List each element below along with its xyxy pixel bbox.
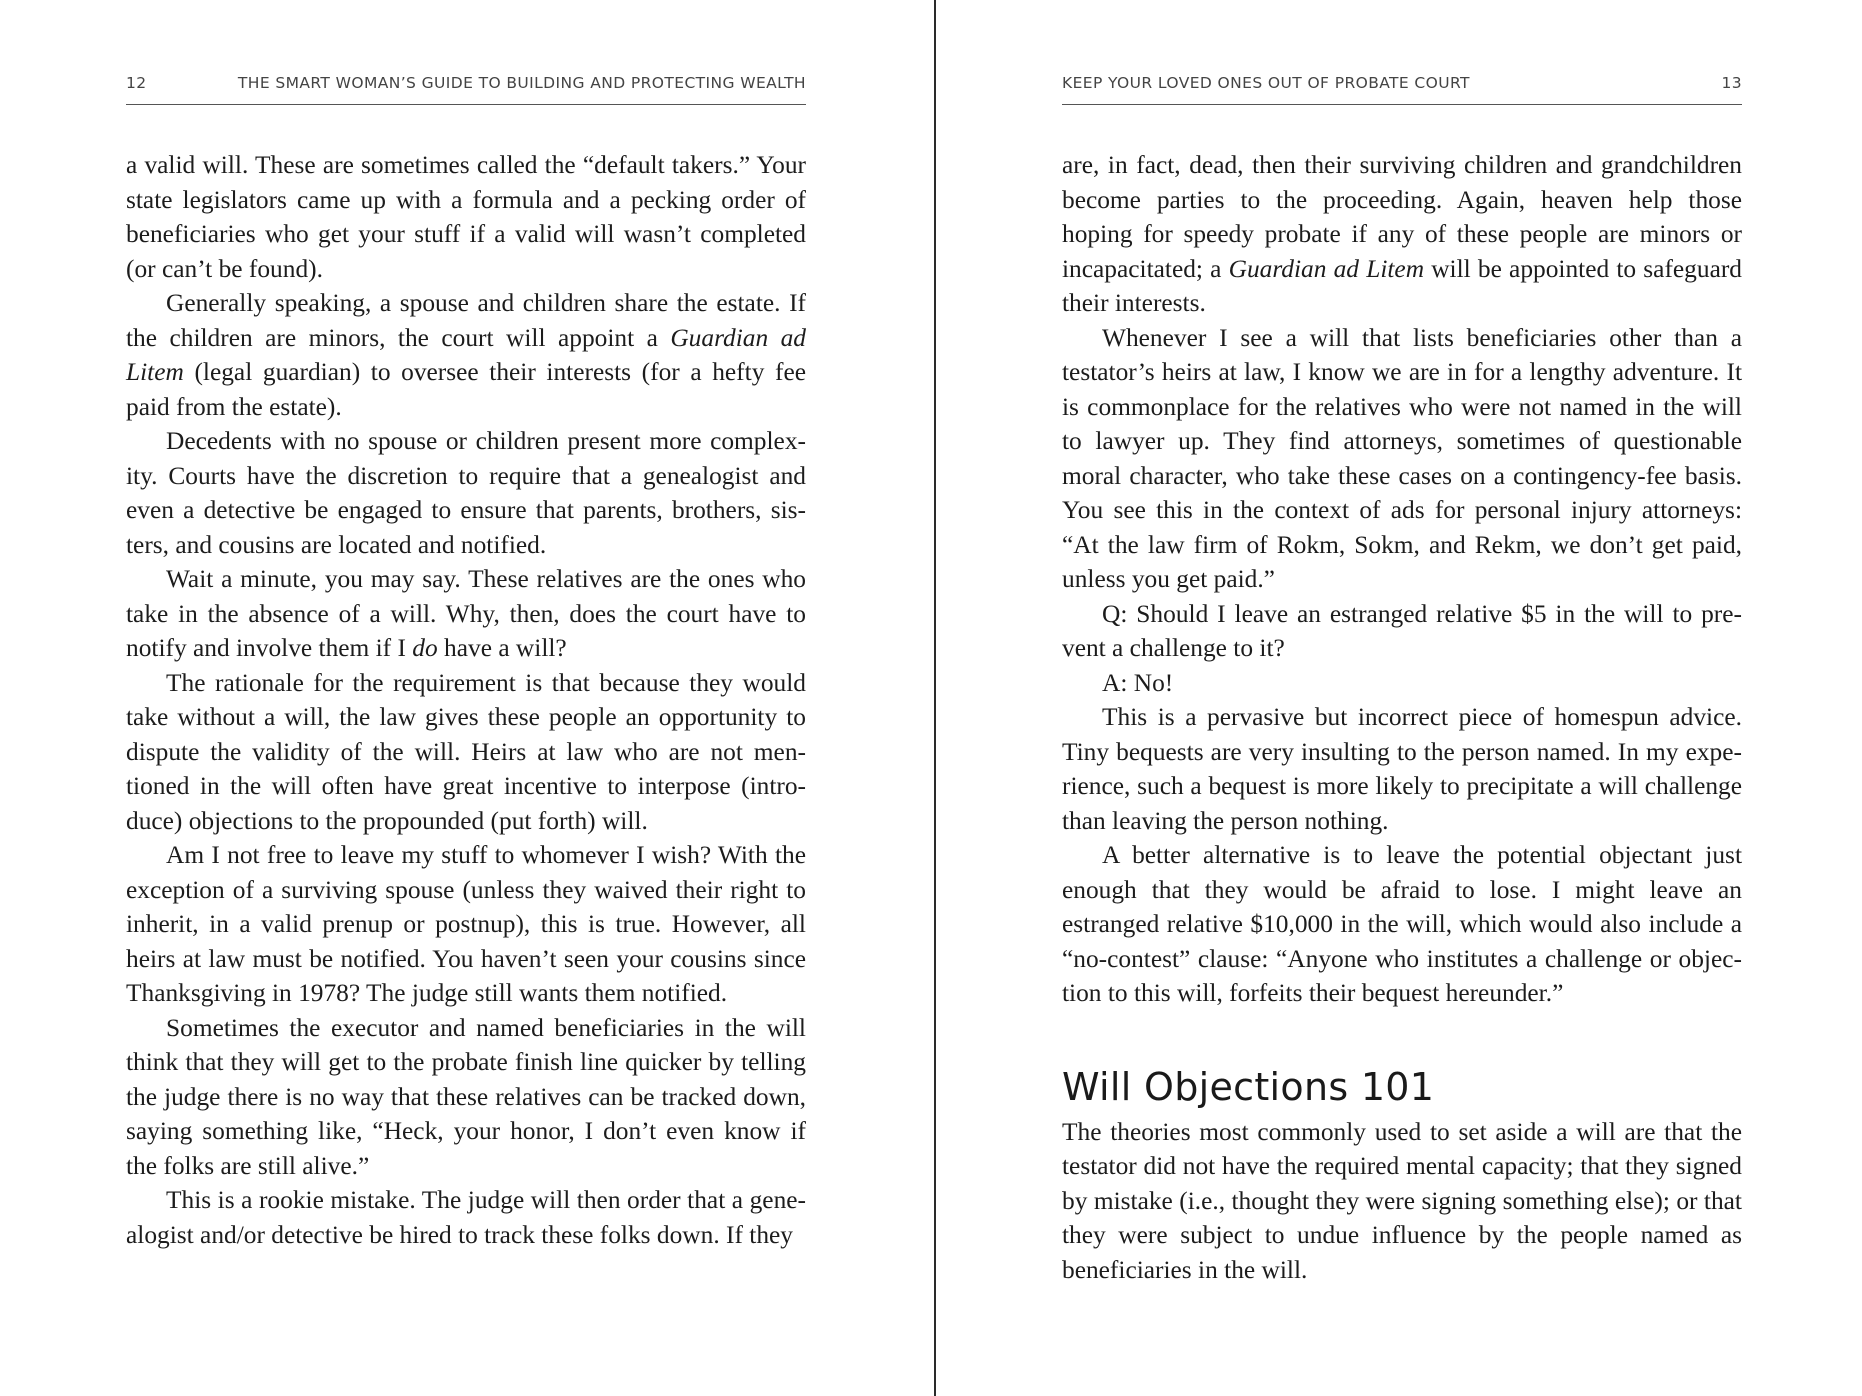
running-title: KEEP YOUR LOVED ONES OUT OF PROBATE COURT [1062,74,1470,92]
paragraph: a valid will. These are sometimes called the “default takers.” Your state legislators came up with a formula and a pecking order of beneficiaries who get your stuff if a valid will wasn’t completed (or can’t be found). [126,151,806,283]
paragraph: Am I not free to leave my stuff to whomever I wish? With the exception of a surviving spouse (unless they waived their right to inherit, in a valid prenup or postnup), this is true. However, all heirs at law must be notified. You haven’t seen your cousins since Thanksgiving in 1978? The judge still wants them notified. [126,841,806,1007]
italic-term: Guardian ad Litem [1228,254,1425,283]
body-text [126,148,806,1252]
body-text [1062,148,1742,1287]
left-page [126,0,806,1396]
paragraph: Generally speaking, a spouse and children share the estate. If the children are minors, the court will appoint a Guardian ad Litem (legal guardian) to oversee their interests (for a hefty fee paid from the estate). [126,289,807,421]
paragraph: The rationale for the requirement is that because they would take without a will, the law gives these people an opportunity to dispute the validity of the will. Heirs at law who are not mentioned in the will often have great incentive to interpose (introduce) objections to the propounded (put forth) will. [126,668,806,835]
paragraph: A: No! [1102,668,1174,697]
paragraph: A better alternative is to leave the potential objectant just enough that they would be afraid to lose. I might leave an estranged relative $10,000 in the will, which would also include a “no-contest” clause: “Anyone who institutes a challenge or objection to this will, forfeits their bequest hereunder.” [1062,841,1742,1007]
paragraph: Q: Should I leave an estranged relative $5 in the will to prevent a challenge to it? [1062,599,1742,662]
paragraph: This is a pervasive but incorrect piece of homespun advice. Tiny bequests are very insulting to the person named. In my experience, such a bequest is more likely to precipitate a will challenge than leaving the person nothing. [1062,703,1742,835]
italic-term: do [412,634,438,662]
running-head-right [1062,74,1742,105]
paragraph: The theories most commonly used to set aside a will are that the testator did not have the required mental capacity; that they signed by mistake (i.e., thought they were signing something else); or that they were subject to undue influence by the people named as beneficiaries in the will. [1062,1117,1742,1284]
page-number: 12 [126,74,147,92]
page-gutter [934,0,936,1396]
paragraph: Sometimes the executor and named beneficiaries in the will think that they will get to the probate finish line quicker by telling the judge there is no way that these relatives can be tracked down, saying something like, “Heck, your honor, I don’t even know if the folks are still alive.” [126,1013,806,1180]
page-number: 13 [1721,74,1742,92]
running-title: THE SMART WOMAN’S GUIDE TO BUILDING AND PROTECTING WEALTH [237,74,806,92]
section-heading: Will Objections 101 [1062,1064,1435,1109]
paragraph: Decedents with no spouse or children present more complexity. Courts have the discretion to require that a genealogist and even a detective be engaged to ensure that parents, brothers, sisters, and cousins are located and notified. [126,427,806,559]
paragraph: Wait a minute, you may say. These relatives are the ones who take in the absence of a will. Why, then, does the court have to notify and involve them if I do have a will? [126,565,806,662]
italic-term: Guardian ad Litem [126,323,807,386]
paragraph: are, in fact, dead, then their surviving children and grandchildren become parties to the proceeding. Again, heaven help those hoping for speedy probate if any of these people are minors or incapacitated; a Guardian ad Litem will be appointed to safeguard their interests. [1062,151,1742,317]
running-head-left [126,74,806,105]
paragraph: Whenever I see a will that lists beneficiaries other than a testator’s heirs at law, I know we are in for a lengthy adventure. It is commonplace for the relatives who were not named in the will to lawyer up. They find attorneys, sometimes of questionable moral character, who take these cases on a contingency-fee basis. You see this in the context of ads for personal injury attorneys: “At the law firm of Rokm, Sokm, and Rekm, we don’t get paid, unless you get paid.” [1062,323,1742,593]
paragraph: This is a rookie mistake. The judge will then order that a genealogist and/or detective be hired to track these folks down. If they [126,1186,806,1249]
right-page [1062,0,1742,1396]
